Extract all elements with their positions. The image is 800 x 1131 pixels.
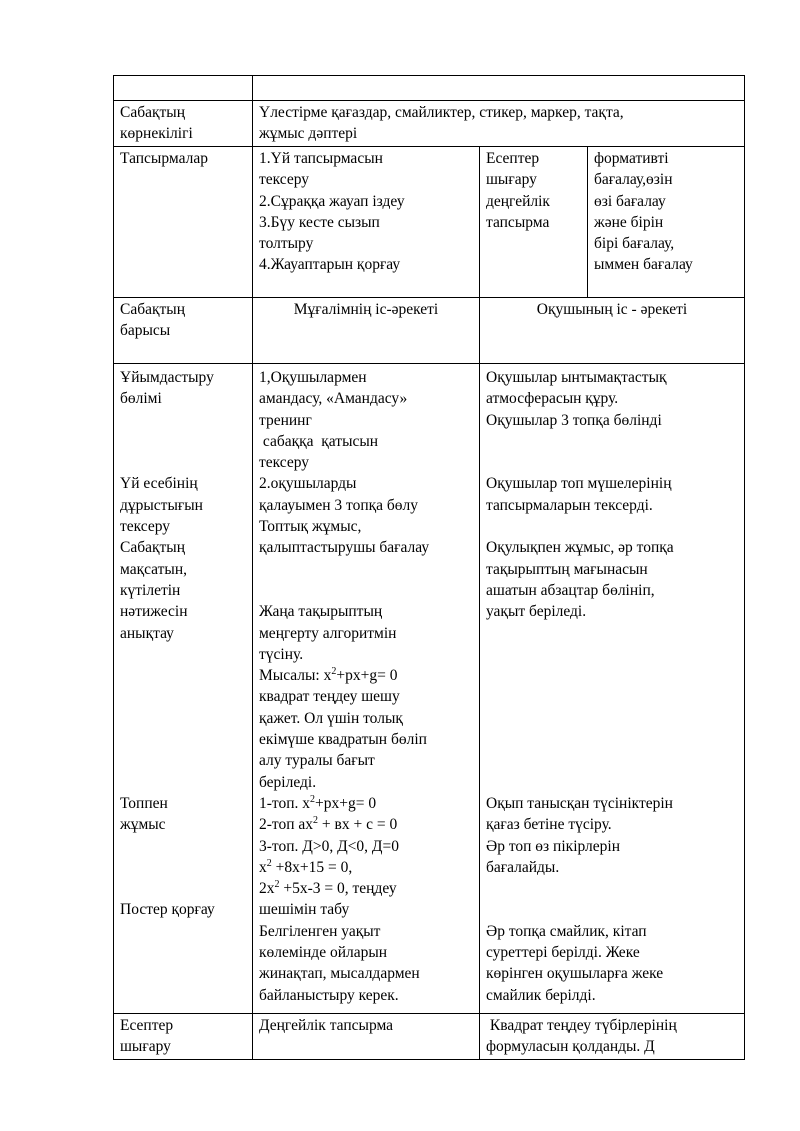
assessment-text: және бірін [594, 213, 664, 231]
stage-label: Топпен [120, 794, 168, 812]
student-text: суреттері берілді. Жеке [486, 944, 640, 962]
visuals-text: Үлестірме қағаздар, смайликтер, стикер, маркер, тақта, [259, 104, 624, 121]
student-text: Оқулықпен жұмыс, әр топқа [486, 539, 674, 557]
teacher-text: Деңгейлік тапсырма [259, 1017, 394, 1034]
teacher-text: қалауымен 3 топқа бөлу [259, 496, 419, 514]
table-row-solving [114, 1014, 745, 1060]
equation-1: $x^2 +8x+15 = 0$, [259, 857, 353, 876]
teacher-text: тренинг [259, 411, 312, 429]
teacher-text: Топтық жұмыс, [259, 518, 362, 536]
stage-label: Үй есебінің [120, 475, 198, 493]
progress-label-cell [114, 298, 253, 364]
stage-label: дұрыстығын [120, 496, 203, 514]
student-text: атмосферасын құру. [486, 390, 619, 408]
student-header-cell [480, 298, 745, 364]
teacher-text: көлемінде ойларын [259, 944, 388, 962]
tasks-type-cell [480, 147, 588, 298]
student-text: бағалайды. [486, 858, 560, 876]
student-text: ашатын абзацтар бөлініп, [486, 581, 655, 599]
student-text: тапсырмаларын тексерді. [486, 496, 653, 514]
teacher-text: қалыптастырушы бағалау [259, 539, 430, 557]
table-row-tasks [114, 147, 745, 298]
stage-label: жұмыс [120, 816, 166, 834]
assessment-text: өзі бағалау [594, 192, 666, 210]
solving-teacher-cell [253, 1014, 480, 1060]
row-label: шығару [120, 1038, 171, 1056]
table-row-visuals [114, 101, 745, 147]
task-step: тексеру [259, 171, 310, 189]
visuals-content-cell [253, 101, 745, 147]
student-text: Оқушылар 3 топқа бөлінді [486, 411, 662, 429]
example-equation: Мысалы: $x^2+px+g= 0$ [259, 666, 398, 685]
solving-label-cell [114, 1014, 253, 1060]
empty-cell [253, 76, 745, 101]
stage-label: тексеру [120, 518, 171, 536]
teacher-activity-cell [253, 364, 480, 1014]
teacher-activity-header: Мұғалімнің іс-әрекеті [293, 301, 439, 318]
assessment-text: бағалау,өзін [594, 171, 673, 189]
row-label: Тапсырмалар [120, 150, 208, 167]
teacher-text: беріледі. [259, 773, 317, 791]
group1-equation: 1-топ. $x^2+px+g= 0$ [259, 793, 377, 812]
teacher-header-cell [253, 298, 480, 364]
assessment-text: ыммен бағалау [594, 256, 693, 274]
tasks-label-cell [114, 147, 253, 298]
student-text: смайлик берілді. [486, 986, 596, 1004]
teacher-text: 1,Оқушылармен [259, 369, 367, 386]
task-type-text: деңгейлік [486, 192, 550, 210]
empty-cell [114, 76, 253, 101]
student-text: тақырыптың мағынасын [486, 560, 648, 578]
lesson-plan-table [113, 75, 745, 1060]
assessment-text: бірі бағалау, [594, 235, 675, 253]
teacher-text: байланыстыру керек. [259, 986, 399, 1004]
teacher-text: шешімін табу [259, 901, 350, 919]
tasks-assessment-cell [588, 147, 745, 298]
row-label: Есептер [120, 1017, 174, 1034]
student-text: Әр топқа смайлик, кітап [486, 922, 647, 940]
teacher-text: түсіну. [259, 645, 304, 663]
stage-label: Постер қорғау [120, 901, 215, 919]
table-row-progress-header [114, 298, 745, 364]
table-row-main [114, 364, 745, 1014]
student-text: формуласын қолданды. Д [486, 1038, 655, 1056]
task-type-text: Есептер [486, 150, 540, 167]
table-row-empty [114, 76, 745, 101]
teacher-text: қажет. Ол үшін толық [259, 709, 403, 727]
visuals-text: жұмыс дәптері [259, 125, 358, 143]
stage-label: анықтау [120, 624, 174, 642]
student-text: көрінген оқушыларға жеке [486, 965, 664, 983]
teacher-text: жинақтап, мысалдармен [259, 965, 420, 983]
task-type-text: шығару [486, 171, 537, 189]
teacher-text: меңгерту алгоритмін [259, 624, 397, 642]
task-step: 1.Үй тапсырмасын [259, 150, 383, 167]
equation-2: $2x^2 +5x-3 = 0$, теңдеу [259, 879, 397, 898]
student-text: Оқушылар ынтымақтастық [486, 369, 667, 386]
row-label: Сабақтың [120, 301, 185, 318]
stage-label: нәтижесін [120, 603, 188, 621]
assessment-text: формативті [594, 150, 669, 167]
stage-label: бөлімі [120, 390, 162, 408]
teacher-text: Жаңа тақырыптың [259, 603, 383, 621]
task-step: 4.Жауаптарын қорғау [259, 256, 401, 274]
student-text: уақыт беріледі. [486, 603, 587, 621]
teacher-text: квадрат теңдеу шешу [259, 688, 400, 706]
student-activity-header: Оқушының іс - әрекеті [536, 301, 688, 318]
task-step: 3.Бүу кесте сызып [259, 213, 380, 231]
teacher-text: Белгіленген уақыт [259, 922, 381, 940]
visuals-label-cell [114, 101, 253, 147]
row-label: көрнекілігі [120, 125, 193, 143]
teacher-text: 2.оқушыларды [259, 475, 357, 493]
teacher-text: сабаққа қатысын [259, 432, 379, 450]
stage-label: мақсатын, [120, 560, 188, 578]
student-activity-cell [480, 364, 745, 1014]
tasks-steps-cell [253, 147, 480, 298]
solving-student-cell [480, 1014, 745, 1060]
student-text: Оқушылар топ мүшелерінің [486, 475, 672, 493]
teacher-text: екімүше квадратын бөліп [259, 731, 427, 749]
student-text: Оқып танысқан түсініктерін [486, 794, 673, 812]
teacher-text: амандасу, «Амандасу» [259, 390, 408, 408]
teacher-text: алу туралы бағыт [259, 752, 375, 770]
stage-label: Ұйымдастыру [120, 369, 214, 386]
teacher-text: тексеру [259, 454, 310, 472]
group2-equation: 2-топ $ax^2$ + вx + c = 0 [259, 815, 398, 834]
student-text: Әр топ өз пікірлерін [486, 837, 621, 855]
student-text: қағаз бетіне түсіру. [486, 816, 612, 834]
task-step: толтыру [259, 235, 314, 253]
stage-label: күтілетін [120, 581, 181, 599]
task-step: 2.Сұраққа жауап іздеу [259, 192, 405, 210]
stage-label: Сабақтың [120, 539, 185, 557]
row-label: Сабақтың [120, 104, 185, 121]
row-label: барысы [120, 322, 171, 340]
student-text: Квадрат теңдеу түбірлерінің [486, 1017, 677, 1034]
task-type-text: тапсырма [486, 213, 550, 231]
stage-labels-cell [114, 364, 253, 1014]
group3-equation: 3-топ. Д>0, Д<0, Д=0 [259, 837, 399, 855]
